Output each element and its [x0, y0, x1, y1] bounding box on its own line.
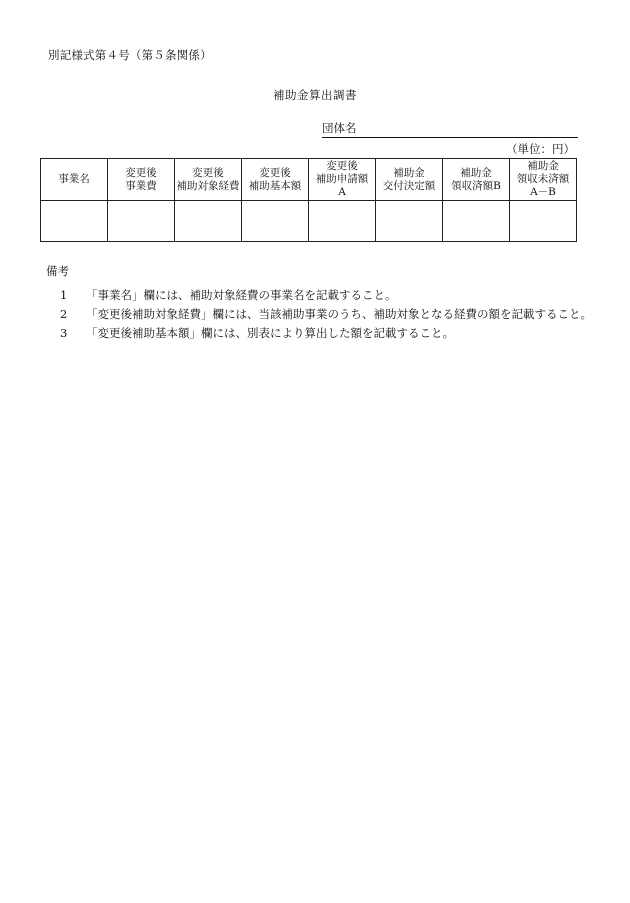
note-item — [46, 304, 592, 323]
unit-label: （単位：円） — [506, 142, 575, 156]
form-number: 別記様式第４号（第５条関係） — [48, 48, 212, 62]
table-cell — [242, 201, 309, 242]
table-row — [41, 201, 577, 242]
subsidy-calculation-table — [40, 158, 577, 242]
note-item — [46, 285, 592, 304]
column-header-grant-decision-amount: 補助金 交付決定額 — [376, 159, 443, 201]
organization-name-label: 団体名 — [322, 121, 357, 135]
column-header-revised-base-amount: 変更後 補助基本額 — [242, 159, 309, 201]
table-cell — [510, 201, 577, 242]
table-cell — [443, 201, 510, 242]
note-number: 1 — [60, 287, 68, 302]
organization-name-line — [322, 122, 578, 138]
column-header-grant-unreceived-amount: 補助金 領収未済額 A－B — [510, 159, 577, 201]
column-header-revised-eligible-cost: 変更後 補助対象経費 — [175, 159, 242, 201]
table-cell — [108, 201, 175, 242]
column-header-revised-project-cost: 変更後 事業費 — [108, 159, 175, 201]
column-header-revised-requested-amount: 変更後 補助申請額 A — [309, 159, 376, 201]
column-header-grant-received-amount: 補助金 領収済額B — [443, 159, 510, 201]
note-number: 2 — [60, 306, 68, 321]
notes-section — [46, 263, 592, 342]
note-text: 「事業名」欄には、補助対象経費の事業名を記載すること。 — [86, 287, 397, 302]
note-text: 「変更後補助対象経費」欄には、当該補助事業のうち、補助対象となる経費の額を記載すること。 — [86, 306, 592, 321]
document-title: 補助金算出調書 — [273, 88, 357, 102]
note-item — [46, 323, 592, 342]
note-number: 3 — [60, 325, 68, 340]
column-header-project-name: 事業名 — [41, 159, 108, 201]
table-cell — [309, 201, 376, 242]
table-header-row — [41, 159, 577, 201]
table-cell — [175, 201, 242, 242]
table-cell — [41, 201, 108, 242]
notes-heading: 備考 — [46, 264, 69, 278]
note-text: 「変更後補助基本額」欄には、別表により算出した額を記載すること。 — [86, 325, 454, 340]
table-cell — [376, 201, 443, 242]
